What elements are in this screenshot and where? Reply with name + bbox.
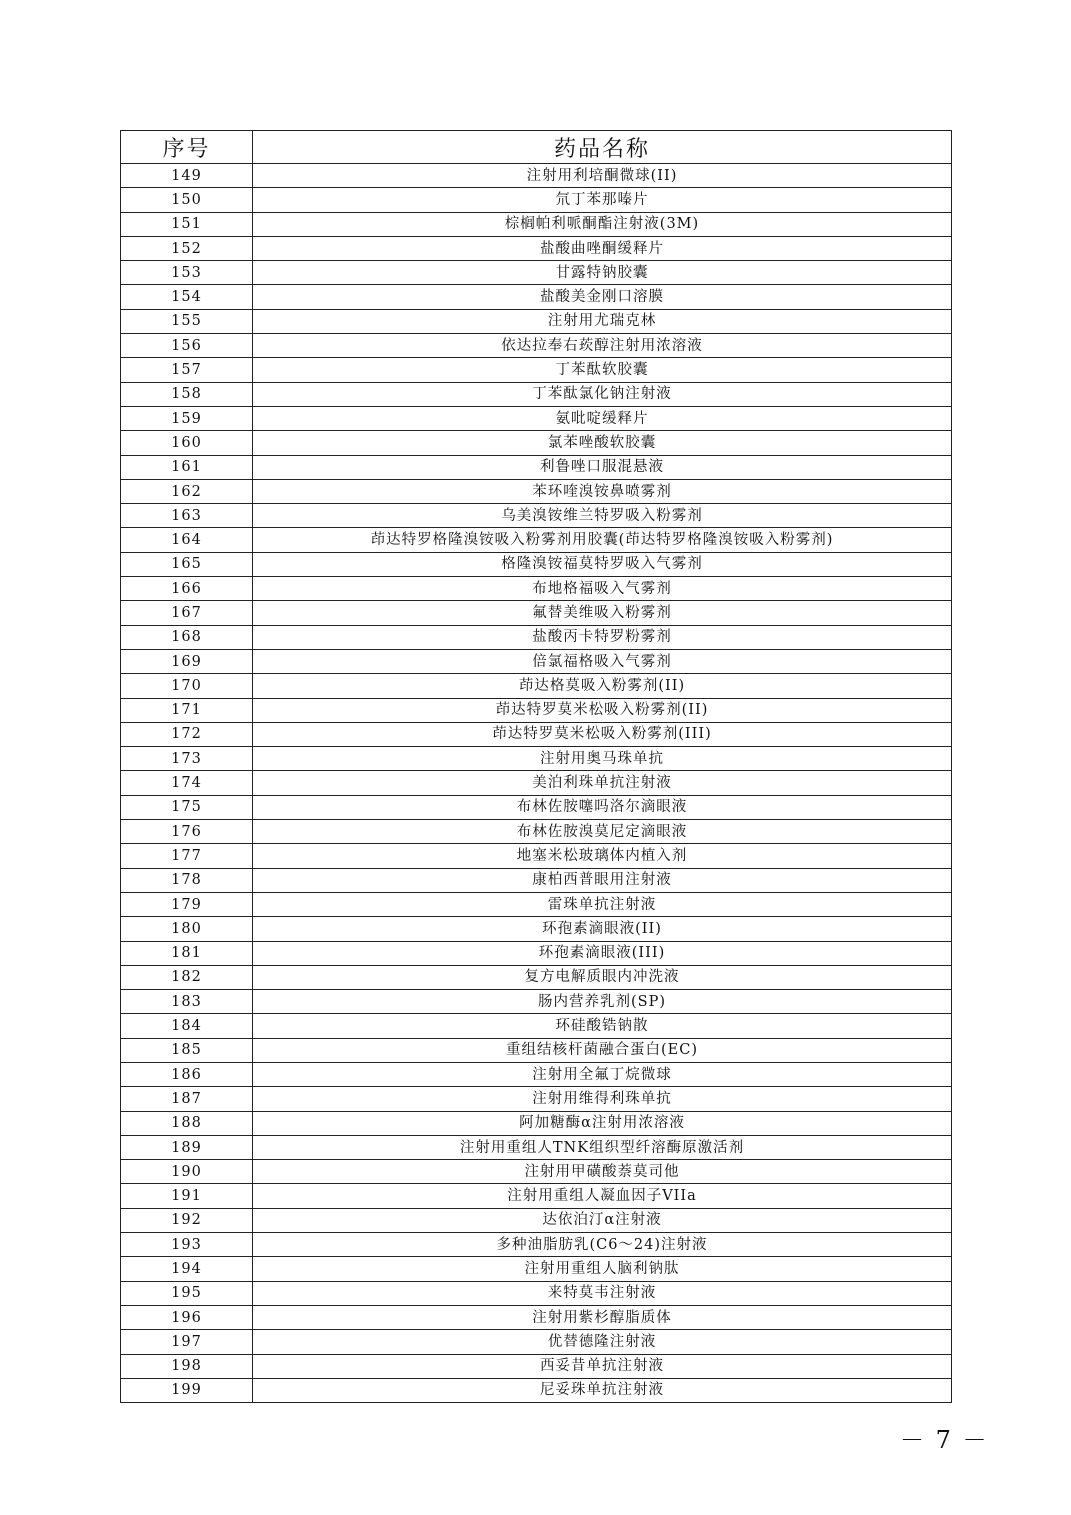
table-row bbox=[121, 1062, 952, 1086]
row-number-cell: 174 bbox=[121, 771, 253, 795]
row-number-cell: 176 bbox=[121, 820, 253, 844]
column-header-number: 序号 bbox=[121, 131, 253, 164]
row-number-cell: 185 bbox=[121, 1038, 253, 1062]
row-number-cell: 192 bbox=[121, 1208, 253, 1232]
table-row bbox=[121, 917, 952, 941]
drug-name-cell: 茚达格莫吸入粉雾剂(II) bbox=[253, 674, 952, 698]
row-number-cell: 188 bbox=[121, 1111, 253, 1135]
row-number-cell: 189 bbox=[121, 1135, 253, 1159]
drug-name-cell: 茚达特罗莫米松吸入粉雾剂(III) bbox=[253, 722, 952, 746]
row-number-cell: 165 bbox=[121, 552, 253, 576]
row-number-cell: 191 bbox=[121, 1184, 253, 1208]
drug-name-cell: 格隆溴铵福莫特罗吸入气雾剂 bbox=[253, 552, 952, 576]
row-number-cell: 183 bbox=[121, 990, 253, 1014]
drug-name-cell: 布林佐胺噻吗洛尔滴眼液 bbox=[253, 795, 952, 819]
table-row bbox=[121, 1257, 952, 1281]
drug-list-table bbox=[120, 130, 952, 1403]
table-row bbox=[121, 212, 952, 236]
row-number-cell: 151 bbox=[121, 212, 253, 236]
row-number-cell: 194 bbox=[121, 1257, 253, 1281]
table-row bbox=[121, 382, 952, 406]
drug-name-cell: 注射用甲磺酸萘莫司他 bbox=[253, 1160, 952, 1184]
table-row bbox=[121, 601, 952, 625]
row-number-cell: 160 bbox=[121, 431, 253, 455]
drug-name-cell: 达依泊汀α注射液 bbox=[253, 1208, 952, 1232]
row-number-cell: 157 bbox=[121, 358, 253, 382]
table-row bbox=[121, 552, 952, 576]
row-number-cell: 181 bbox=[121, 941, 253, 965]
drug-name-cell: 重组结核杆菌融合蛋白(EC) bbox=[253, 1038, 952, 1062]
table-row bbox=[121, 941, 952, 965]
table-row bbox=[121, 990, 952, 1014]
row-number-cell: 162 bbox=[121, 479, 253, 503]
table-row bbox=[121, 1014, 952, 1038]
drug-name-cell: 丁苯酞软胶囊 bbox=[253, 358, 952, 382]
row-number-cell: 186 bbox=[121, 1062, 253, 1086]
drug-name-cell: 注射用重组人TNK组织型纤溶酶原激活剂 bbox=[253, 1135, 952, 1159]
table-row bbox=[121, 261, 952, 285]
table-row bbox=[121, 1208, 952, 1232]
table-row bbox=[121, 965, 952, 989]
drug-name-cell: 肠内营养乳剂(SP) bbox=[253, 990, 952, 1014]
row-number-cell: 199 bbox=[121, 1378, 253, 1402]
row-number-cell: 195 bbox=[121, 1281, 253, 1305]
drug-name-cell: 注射用维得利珠单抗 bbox=[253, 1087, 952, 1111]
table-row bbox=[121, 309, 952, 333]
table-row bbox=[121, 649, 952, 673]
row-number-cell: 198 bbox=[121, 1354, 253, 1378]
table-row bbox=[121, 1160, 952, 1184]
table-row bbox=[121, 431, 952, 455]
table-row bbox=[121, 771, 952, 795]
table-row bbox=[121, 844, 952, 868]
table-row bbox=[121, 236, 952, 260]
drug-name-cell: 西妥昔单抗注射液 bbox=[253, 1354, 952, 1378]
table-row bbox=[121, 1378, 952, 1402]
row-number-cell: 182 bbox=[121, 965, 253, 989]
drug-name-cell: 布地格福吸入气雾剂 bbox=[253, 577, 952, 601]
row-number-cell: 161 bbox=[121, 455, 253, 479]
drug-name-cell: 盐酸丙卡特罗粉雾剂 bbox=[253, 625, 952, 649]
row-number-cell: 168 bbox=[121, 625, 253, 649]
row-number-cell: 180 bbox=[121, 917, 253, 941]
row-number-cell: 187 bbox=[121, 1087, 253, 1111]
drug-name-cell: 阿加糖酶α注射用浓溶液 bbox=[253, 1111, 952, 1135]
row-number-cell: 158 bbox=[121, 382, 253, 406]
table-row bbox=[121, 674, 952, 698]
table-row bbox=[121, 1135, 952, 1159]
drug-name-cell: 环孢素滴眼液(II) bbox=[253, 917, 952, 941]
table-row bbox=[121, 1281, 952, 1305]
row-number-cell: 172 bbox=[121, 722, 253, 746]
table-row bbox=[121, 1038, 952, 1062]
table-row bbox=[121, 188, 952, 212]
drug-name-cell: 盐酸曲唑酮缓释片 bbox=[253, 236, 952, 260]
drug-name-cell: 乌美溴铵维兰特罗吸入粉雾剂 bbox=[253, 504, 952, 528]
row-number-cell: 155 bbox=[121, 309, 253, 333]
table-row bbox=[121, 285, 952, 309]
drug-name-cell: 氯苯唑酸软胶囊 bbox=[253, 431, 952, 455]
row-number-cell: 169 bbox=[121, 649, 253, 673]
drug-name-cell: 甘露特钠胶囊 bbox=[253, 261, 952, 285]
drug-name-cell: 地塞米松玻璃体内植入剂 bbox=[253, 844, 952, 868]
drug-name-cell: 注射用奥马珠单抗 bbox=[253, 747, 952, 771]
table-row bbox=[121, 722, 952, 746]
drug-name-cell: 注射用重组人脑利钠肽 bbox=[253, 1257, 952, 1281]
drug-name-cell: 茚达特罗格隆溴铵吸入粉雾剂用胶囊(茚达特罗格隆溴铵吸入粉雾剂) bbox=[253, 528, 952, 552]
drug-name-cell: 注射用尤瑞克林 bbox=[253, 309, 952, 333]
row-number-cell: 153 bbox=[121, 261, 253, 285]
table-body bbox=[121, 164, 952, 1403]
table-row bbox=[121, 1233, 952, 1257]
row-number-cell: 166 bbox=[121, 577, 253, 601]
page-number: － 7 － bbox=[900, 1426, 989, 1454]
row-number-cell: 171 bbox=[121, 698, 253, 722]
table-row bbox=[121, 455, 952, 479]
drug-name-cell: 茚达特罗莫米松吸入粉雾剂(II) bbox=[253, 698, 952, 722]
drug-name-cell: 美泊利珠单抗注射液 bbox=[253, 771, 952, 795]
row-number-cell: 179 bbox=[121, 892, 253, 916]
row-number-cell: 170 bbox=[121, 674, 253, 698]
table-row bbox=[121, 820, 952, 844]
drug-name-cell: 优替德隆注射液 bbox=[253, 1330, 952, 1354]
table-row bbox=[121, 334, 952, 358]
row-number-cell: 156 bbox=[121, 334, 253, 358]
row-number-cell: 178 bbox=[121, 868, 253, 892]
row-number-cell: 154 bbox=[121, 285, 253, 309]
row-number-cell: 152 bbox=[121, 236, 253, 260]
row-number-cell: 175 bbox=[121, 795, 253, 819]
row-number-cell: 196 bbox=[121, 1305, 253, 1329]
drug-name-cell: 盐酸美金刚口溶膜 bbox=[253, 285, 952, 309]
table-row bbox=[121, 504, 952, 528]
table-row bbox=[121, 1111, 952, 1135]
row-number-cell: 184 bbox=[121, 1014, 253, 1038]
column-header-drug-name: 药品名称 bbox=[253, 131, 952, 164]
drug-name-cell: 倍氯福格吸入气雾剂 bbox=[253, 649, 952, 673]
table-row bbox=[121, 625, 952, 649]
row-number-cell: 149 bbox=[121, 164, 253, 188]
row-number-cell: 193 bbox=[121, 1233, 253, 1257]
table-row bbox=[121, 1354, 952, 1378]
table-row bbox=[121, 1184, 952, 1208]
row-number-cell: 159 bbox=[121, 406, 253, 430]
drug-name-cell: 氨吡啶缓释片 bbox=[253, 406, 952, 430]
table-row bbox=[121, 528, 952, 552]
row-number-cell: 177 bbox=[121, 844, 253, 868]
table-row bbox=[121, 577, 952, 601]
row-number-cell: 173 bbox=[121, 747, 253, 771]
row-number-cell: 163 bbox=[121, 504, 253, 528]
drug-name-cell: 丁苯酞氯化钠注射液 bbox=[253, 382, 952, 406]
table-row bbox=[121, 1087, 952, 1111]
drug-name-cell: 苯环喹溴铵鼻喷雾剂 bbox=[253, 479, 952, 503]
drug-name-cell: 注射用紫杉醇脂质体 bbox=[253, 1305, 952, 1329]
table-row bbox=[121, 1330, 952, 1354]
row-number-cell: 190 bbox=[121, 1160, 253, 1184]
table-row bbox=[121, 795, 952, 819]
drug-name-cell: 布林佐胺溴莫尼定滴眼液 bbox=[253, 820, 952, 844]
drug-name-cell: 雷珠单抗注射液 bbox=[253, 892, 952, 916]
drug-name-cell: 康柏西普眼用注射液 bbox=[253, 868, 952, 892]
drug-name-cell: 利鲁唑口服混悬液 bbox=[253, 455, 952, 479]
drug-name-cell: 环孢素滴眼液(III) bbox=[253, 941, 952, 965]
row-number-cell: 164 bbox=[121, 528, 253, 552]
drug-name-cell: 注射用重组人凝血因子VIIa bbox=[253, 1184, 952, 1208]
drug-name-cell: 多种油脂肪乳(C6～24)注射液 bbox=[253, 1233, 952, 1257]
table-row bbox=[121, 479, 952, 503]
drug-name-cell: 来特莫韦注射液 bbox=[253, 1281, 952, 1305]
drug-name-cell: 依达拉奉右莰醇注射用浓溶液 bbox=[253, 334, 952, 358]
row-number-cell: 167 bbox=[121, 601, 253, 625]
drug-name-cell: 氘丁苯那嗪片 bbox=[253, 188, 952, 212]
table-row bbox=[121, 1305, 952, 1329]
table-row bbox=[121, 892, 952, 916]
drug-name-cell: 注射用全氟丁烷微球 bbox=[253, 1062, 952, 1086]
table-row bbox=[121, 406, 952, 430]
drug-name-cell: 注射用利培酮微球(II) bbox=[253, 164, 952, 188]
table-row bbox=[121, 747, 952, 771]
drug-name-cell: 棕榈帕利哌酮酯注射液(3M) bbox=[253, 212, 952, 236]
drug-name-cell: 环硅酸锆钠散 bbox=[253, 1014, 952, 1038]
table-row bbox=[121, 358, 952, 382]
row-number-cell: 150 bbox=[121, 188, 253, 212]
drug-name-cell: 复方电解质眼内冲洗液 bbox=[253, 965, 952, 989]
table-row bbox=[121, 164, 952, 188]
drug-name-cell: 氟替美维吸入粉雾剂 bbox=[253, 601, 952, 625]
table-header-row bbox=[121, 131, 952, 164]
table-row bbox=[121, 868, 952, 892]
drug-name-cell: 尼妥珠单抗注射液 bbox=[253, 1378, 952, 1402]
row-number-cell: 197 bbox=[121, 1330, 253, 1354]
table-row bbox=[121, 698, 952, 722]
